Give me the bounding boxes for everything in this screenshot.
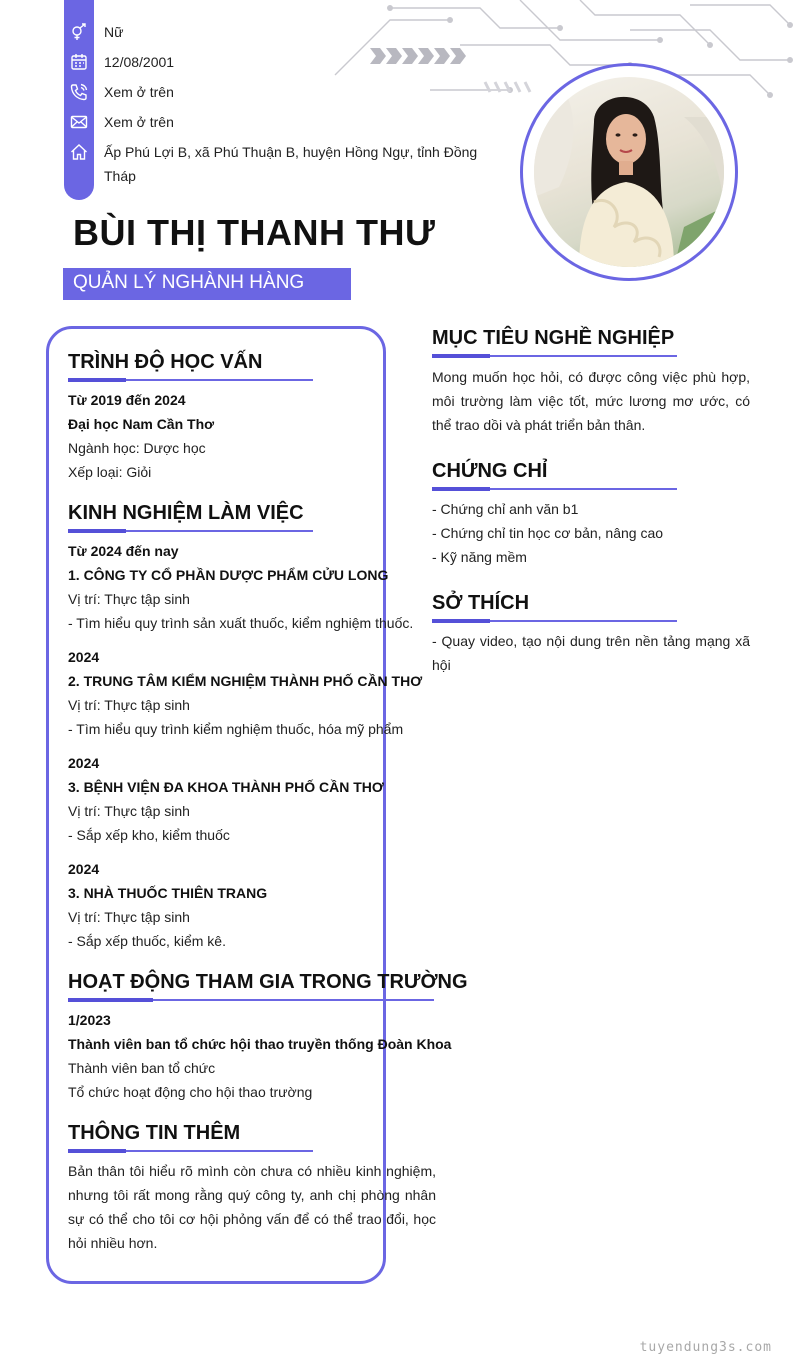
experience-desc: - Tìm hiểu quy trình kiểm nghiệm thuốc, hóa mỹ phẩm: [68, 721, 404, 737]
experience-desc: - Sắp xếp thuốc, kiểm kê.: [68, 933, 226, 949]
phone-text: Xem ở trên: [104, 84, 174, 100]
activities-underline: [68, 999, 434, 1001]
activities-name: Thành viên ban tổ chức hội thao truyền thống Đoàn Khoa: [68, 1036, 452, 1052]
birthdate-text: 12/08/2001: [104, 54, 175, 70]
education-school: Đại học Nam Cần Thơ: [68, 416, 215, 432]
activities-time: 1/2023: [68, 1012, 111, 1028]
experience-position: Vị trí: Thực tập sinh: [68, 591, 190, 607]
education-underline: [68, 379, 313, 381]
experience-underline: [68, 530, 313, 532]
experience-company: 3. BỆNH VIỆN ĐA KHOA THÀNH PHỐ CẦN THƠ: [68, 779, 384, 795]
experience-desc: - Sắp xếp kho, kiểm thuốc: [68, 827, 230, 843]
address-text: Ấp Phú Lợi B, xã Phú Thuận B, huyện Hồng Ngự, tỉnh Đồng Tháp: [104, 144, 478, 184]
education-period: Từ 2019 đến 2024: [68, 392, 186, 408]
hobbies-underline: [432, 620, 677, 622]
gender-text: Nữ: [104, 24, 124, 40]
experience-time: 2024: [68, 649, 100, 665]
education-grade: Xếp loại: Giỏi: [68, 464, 152, 480]
education-major: Ngành học: Dược học: [68, 440, 206, 456]
objective-underline: [432, 355, 677, 357]
certificate-item: - Chứng chỉ tin học cơ bản, nâng cao: [432, 525, 664, 541]
experience-company: 1. CÔNG TY CỔ PHẦN DƯỢC PHẨM CỬU LONG: [68, 567, 389, 583]
activities-title: HOẠT ĐỘNG THAM GIA TRONG TRƯỜNG: [68, 971, 468, 993]
experience-title: KINH NGHIỆM LÀM VIỆC: [68, 502, 304, 524]
phone-icon: [70, 83, 88, 101]
more-info-underline: [68, 1150, 313, 1152]
experience-position: Vị trí: Thực tập sinh: [68, 909, 190, 925]
activities-role: Thành viên ban tổ chức: [68, 1060, 216, 1076]
avatar: [534, 77, 724, 267]
home-icon: [70, 143, 88, 161]
certificates-title: CHỨNG CHỈ: [432, 460, 548, 482]
certificate-item: - Chứng chỉ anh văn b1: [432, 501, 579, 517]
gender-icon: [70, 23, 88, 41]
objective-title: MỤC TIÊU NGHỀ NGHIỆP: [432, 327, 675, 349]
footer-watermark: tuyendung3s.com: [639, 1340, 772, 1355]
role-title: QUẢN LÝ NGHÀNH HÀNG: [73, 272, 305, 293]
role-banner: [63, 268, 351, 300]
experience-time: Từ 2024 đến nay: [68, 543, 179, 559]
hobbies-text: - Quay video, tạo nội dung trên nền tảng mạng xã hội: [432, 633, 750, 673]
experience-position: Vị trí: Thực tập sinh: [68, 803, 190, 819]
certificates-underline: [432, 488, 677, 490]
activities-desc: Tổ chức hoạt động cho hội thao trường: [68, 1084, 313, 1100]
calendar-icon: [70, 53, 88, 71]
education-title: TRÌNH ĐỘ HỌC VẤN: [68, 351, 263, 373]
experience-company: 2. TRUNG TÂM KIỂM NGHIỆM THÀNH PHỐ CẦN THƠ: [68, 673, 423, 689]
avatar-frame: [520, 63, 738, 281]
experience-time: 2024: [68, 755, 100, 771]
certificate-item: - Kỹ năng mềm: [432, 549, 527, 565]
email-text: Xem ở trên: [104, 114, 174, 130]
experience-company: 3. NHÀ THUỐC THIÊN TRANG: [68, 885, 268, 901]
mail-icon: [70, 113, 88, 131]
hobbies-title: SỞ THÍCH: [432, 592, 530, 614]
objective-text: Mong muốn học hỏi, có được công việc phù hợp, môi trường làm việc tốt, mức lương mơ ước, có thể trao dồi và phát triển bản thân.: [432, 369, 750, 433]
more-info-title: THÔNG TIN THÊM: [68, 1122, 241, 1144]
experience-time: 2024: [68, 861, 100, 877]
more-info-text: Bản thân tôi hiểu rõ mình còn chưa có nhiều kinh nghiệm, nhưng tôi rất mong rằng quý công ty, anh chị phòng nhân sự có thể cho tôi cơ hội phỏng vấn để có thể trao đổi, học hỏi nhiều hơn.: [68, 1163, 436, 1251]
experience-position: Vị trí: Thực tập sinh: [68, 697, 190, 713]
candidate-name: BÙI THỊ THANH THƯ: [73, 212, 436, 253]
experience-desc: - Tìm hiểu quy trình sản xuất thuốc, kiểm nghiệm thuốc.: [68, 615, 414, 631]
